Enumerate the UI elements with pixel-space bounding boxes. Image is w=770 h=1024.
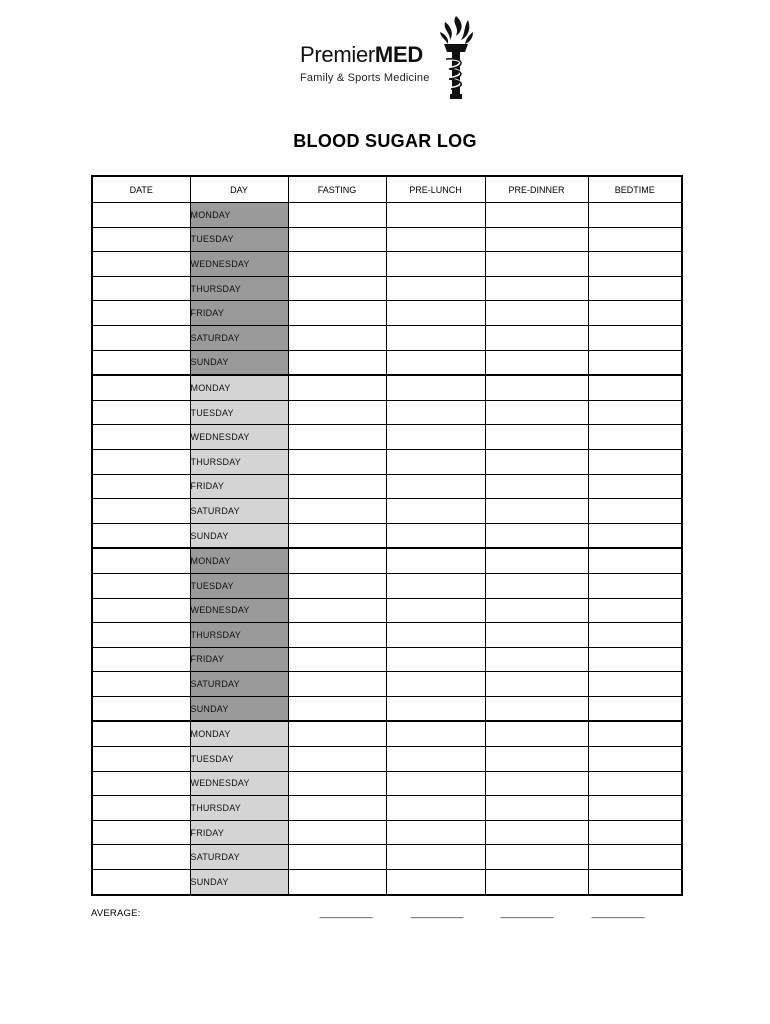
fasting-cell[interactable] [288,870,386,895]
date-cell[interactable] [92,499,190,524]
pre-dinner-cell[interactable] [485,623,588,648]
day-cell: FRIDAY [190,474,288,499]
bedtime-cell[interactable] [588,227,682,252]
fasting-cell[interactable] [288,845,386,870]
pre-lunch-cell[interactable] [386,598,485,623]
pre-dinner-cell[interactable] [485,276,588,301]
header-row [92,176,682,203]
average-fasting-blank[interactable]: __________ [319,908,373,919]
day-cell: THURSDAY [190,449,288,474]
pre-lunch-cell[interactable] [386,696,485,721]
day-cell: MONDAY [190,375,288,400]
date-cell[interactable] [92,623,190,648]
day-cell: TUESDAY [190,227,288,252]
pre-dinner-cell[interactable] [485,301,588,326]
logo-tagline: Family & Sports Medicine [300,72,430,84]
fasting-cell[interactable] [288,203,386,228]
table-row [92,449,682,474]
average-pre-dinner-blank[interactable]: __________ [500,908,554,919]
logo-brand-bold: MED [374,42,423,67]
bedtime-cell[interactable] [588,449,682,474]
premiermed-logo [300,14,480,100]
pre-lunch-cell[interactable] [386,350,485,375]
pre-dinner-cell[interactable] [485,721,588,746]
pre-dinner-cell[interactable] [485,598,588,623]
pre-dinner-cell[interactable] [485,252,588,277]
fasting-cell[interactable] [288,350,386,375]
fasting-cell[interactable] [288,227,386,252]
bedtime-cell[interactable] [588,796,682,821]
table-row [92,771,682,796]
pre-dinner-cell[interactable] [485,573,588,598]
pre-dinner-cell[interactable] [485,771,588,796]
date-cell[interactable] [92,350,190,375]
day-cell: SATURDAY [190,325,288,350]
day-cell: THURSDAY [190,276,288,301]
table-row [92,276,682,301]
day-cell: THURSDAY [190,796,288,821]
table-row [92,375,682,400]
table-row [92,548,682,573]
pre-dinner-cell[interactable] [485,350,588,375]
bedtime-cell[interactable] [588,623,682,648]
column-header-bedtime: BEDTIME [588,176,682,203]
pre-dinner-cell[interactable] [485,499,588,524]
pre-lunch-cell[interactable] [386,672,485,697]
day-cell: TUESDAY [190,573,288,598]
pre-lunch-cell[interactable] [386,227,485,252]
bedtime-cell[interactable] [588,845,682,870]
fasting-cell[interactable] [288,425,386,450]
fasting-cell[interactable] [288,721,386,746]
fasting-cell[interactable] [288,747,386,772]
table-row [92,820,682,845]
pre-lunch-cell[interactable] [386,400,485,425]
fasting-cell[interactable] [288,523,386,548]
pre-lunch-cell[interactable] [386,449,485,474]
column-header-pre-dinner: PRE-DINNER [485,176,588,203]
pre-lunch-cell[interactable] [386,623,485,648]
day-cell: SATURDAY [190,672,288,697]
pre-dinner-cell[interactable] [485,747,588,772]
fasting-cell[interactable] [288,647,386,672]
date-cell[interactable] [92,721,190,746]
pre-dinner-cell[interactable] [485,474,588,499]
table-row [92,721,682,746]
date-cell[interactable] [92,227,190,252]
bedtime-cell[interactable] [588,425,682,450]
torch-icon [434,14,478,100]
pre-lunch-cell[interactable] [386,548,485,573]
blood-sugar-table [91,175,683,896]
date-cell[interactable] [92,449,190,474]
pre-dinner-cell[interactable] [485,870,588,895]
fasting-cell[interactable] [288,252,386,277]
pre-lunch-cell[interactable] [386,325,485,350]
date-cell[interactable] [92,598,190,623]
bedtime-cell[interactable] [588,696,682,721]
fasting-cell[interactable] [288,449,386,474]
fasting-cell[interactable] [288,499,386,524]
date-cell[interactable] [92,771,190,796]
bedtime-cell[interactable] [588,672,682,697]
bedtime-cell[interactable] [588,548,682,573]
day-cell: FRIDAY [190,820,288,845]
pre-dinner-cell[interactable] [485,325,588,350]
pre-dinner-cell[interactable] [485,227,588,252]
table-row [92,573,682,598]
table-row [92,474,682,499]
pre-lunch-cell[interactable] [386,771,485,796]
day-cell: TUESDAY [190,400,288,425]
bedtime-cell[interactable] [588,400,682,425]
pre-dinner-cell[interactable] [485,796,588,821]
pre-dinner-cell[interactable] [485,548,588,573]
day-cell: SUNDAY [190,696,288,721]
pre-lunch-cell[interactable] [386,721,485,746]
bedtime-cell[interactable] [588,276,682,301]
bedtime-cell[interactable] [588,820,682,845]
column-header-day: DAY [190,176,288,203]
date-cell[interactable] [92,325,190,350]
table-row [92,252,682,277]
table-row [92,325,682,350]
fasting-cell[interactable] [288,598,386,623]
column-header-date: DATE [92,176,190,203]
bedtime-cell[interactable] [588,203,682,228]
day-cell: WEDNESDAY [190,771,288,796]
date-cell[interactable] [92,647,190,672]
average-pre-lunch-blank[interactable]: __________ [410,908,464,919]
fasting-cell[interactable] [288,400,386,425]
day-cell: FRIDAY [190,301,288,326]
day-cell: WEDNESDAY [190,598,288,623]
table-row [92,647,682,672]
table-row [92,350,682,375]
date-cell[interactable] [92,523,190,548]
table-row [92,796,682,821]
date-cell[interactable] [92,747,190,772]
pre-lunch-cell[interactable] [386,523,485,548]
date-cell[interactable] [92,796,190,821]
page-title: BLOOD SUGAR LOG [293,131,477,151]
pre-lunch-cell[interactable] [386,796,485,821]
fasting-cell[interactable] [288,474,386,499]
table-row [92,672,682,697]
bedtime-cell[interactable] [588,350,682,375]
day-cell: WEDNESDAY [190,425,288,450]
fasting-cell[interactable] [288,672,386,697]
bedtime-cell[interactable] [588,598,682,623]
date-cell[interactable] [92,870,190,895]
table-row [92,523,682,548]
date-cell[interactable] [92,203,190,228]
pre-lunch-cell[interactable] [386,747,485,772]
date-cell[interactable] [92,548,190,573]
date-cell[interactable] [92,276,190,301]
date-cell[interactable] [92,375,190,400]
table-row [92,227,682,252]
table-row [92,845,682,870]
date-cell[interactable] [92,696,190,721]
day-cell: MONDAY [190,203,288,228]
pre-lunch-cell[interactable] [386,647,485,672]
day-cell: THURSDAY [190,623,288,648]
date-cell[interactable] [92,573,190,598]
bedtime-cell[interactable] [588,499,682,524]
bedtime-cell[interactable] [588,474,682,499]
bedtime-cell[interactable] [588,325,682,350]
column-header-fasting: FASTING [288,176,386,203]
average-label: AVERAGE: [91,908,141,919]
average-bedtime-blank[interactable]: __________ [591,908,645,919]
date-cell[interactable] [92,474,190,499]
fasting-cell[interactable] [288,375,386,400]
table-row [92,598,682,623]
fasting-cell[interactable] [288,548,386,573]
table-row [92,499,682,524]
logo-wordmark [300,44,423,66]
pre-dinner-cell[interactable] [485,672,588,697]
pre-dinner-cell[interactable] [485,845,588,870]
day-cell: SATURDAY [190,499,288,524]
table-row [92,870,682,895]
fasting-cell[interactable] [288,325,386,350]
day-cell: TUESDAY [190,747,288,772]
date-cell[interactable] [92,820,190,845]
log-body [92,203,682,895]
fasting-cell[interactable] [288,820,386,845]
pre-dinner-cell[interactable] [485,449,588,474]
table-row [92,425,682,450]
pre-lunch-cell[interactable] [386,276,485,301]
bedtime-cell[interactable] [588,771,682,796]
day-cell: MONDAY [190,548,288,573]
day-cell: SUNDAY [190,523,288,548]
date-cell[interactable] [92,425,190,450]
day-cell: FRIDAY [190,647,288,672]
table-row [92,301,682,326]
date-cell[interactable] [92,252,190,277]
fasting-cell[interactable] [288,796,386,821]
table-row [92,400,682,425]
bedtime-cell[interactable] [588,375,682,400]
fasting-cell[interactable] [288,276,386,301]
fasting-cell[interactable] [288,771,386,796]
pre-dinner-cell[interactable] [485,647,588,672]
bedtime-cell[interactable] [588,747,682,772]
pre-lunch-cell[interactable] [386,870,485,895]
bedtime-cell[interactable] [588,573,682,598]
date-cell[interactable] [92,400,190,425]
fasting-cell[interactable] [288,623,386,648]
day-cell: SATURDAY [190,845,288,870]
fasting-cell[interactable] [288,696,386,721]
pre-dinner-cell[interactable] [485,696,588,721]
pre-dinner-cell[interactable] [485,400,588,425]
day-cell: MONDAY [190,721,288,746]
pre-lunch-cell[interactable] [386,820,485,845]
table-row [92,696,682,721]
table-row [92,203,682,228]
column-header-pre-lunch: PRE-LUNCH [386,176,485,203]
pre-dinner-cell[interactable] [485,425,588,450]
fasting-cell[interactable] [288,573,386,598]
pre-dinner-cell[interactable] [485,375,588,400]
pre-lunch-cell[interactable] [386,375,485,400]
table-row [92,747,682,772]
bedtime-cell[interactable] [588,647,682,672]
pre-lunch-cell[interactable] [386,301,485,326]
bedtime-cell[interactable] [588,523,682,548]
table-row [92,623,682,648]
day-cell: WEDNESDAY [190,252,288,277]
pre-dinner-cell[interactable] [485,523,588,548]
date-cell[interactable] [92,672,190,697]
pre-lunch-cell[interactable] [386,425,485,450]
pre-dinner-cell[interactable] [485,820,588,845]
bedtime-cell[interactable] [588,252,682,277]
pre-lunch-cell[interactable] [386,499,485,524]
pre-lunch-cell[interactable] [386,252,485,277]
bedtime-cell[interactable] [588,301,682,326]
bedtime-cell[interactable] [588,721,682,746]
pre-lunch-cell[interactable] [386,845,485,870]
fasting-cell[interactable] [288,301,386,326]
pre-lunch-cell[interactable] [386,203,485,228]
pre-lunch-cell[interactable] [386,474,485,499]
bedtime-cell[interactable] [588,870,682,895]
pre-dinner-cell[interactable] [485,203,588,228]
date-cell[interactable] [92,845,190,870]
pre-lunch-cell[interactable] [386,573,485,598]
logo-brand-regular: Premier [300,42,375,67]
date-cell[interactable] [92,301,190,326]
day-cell: SUNDAY [190,870,288,895]
day-cell: SUNDAY [190,350,288,375]
